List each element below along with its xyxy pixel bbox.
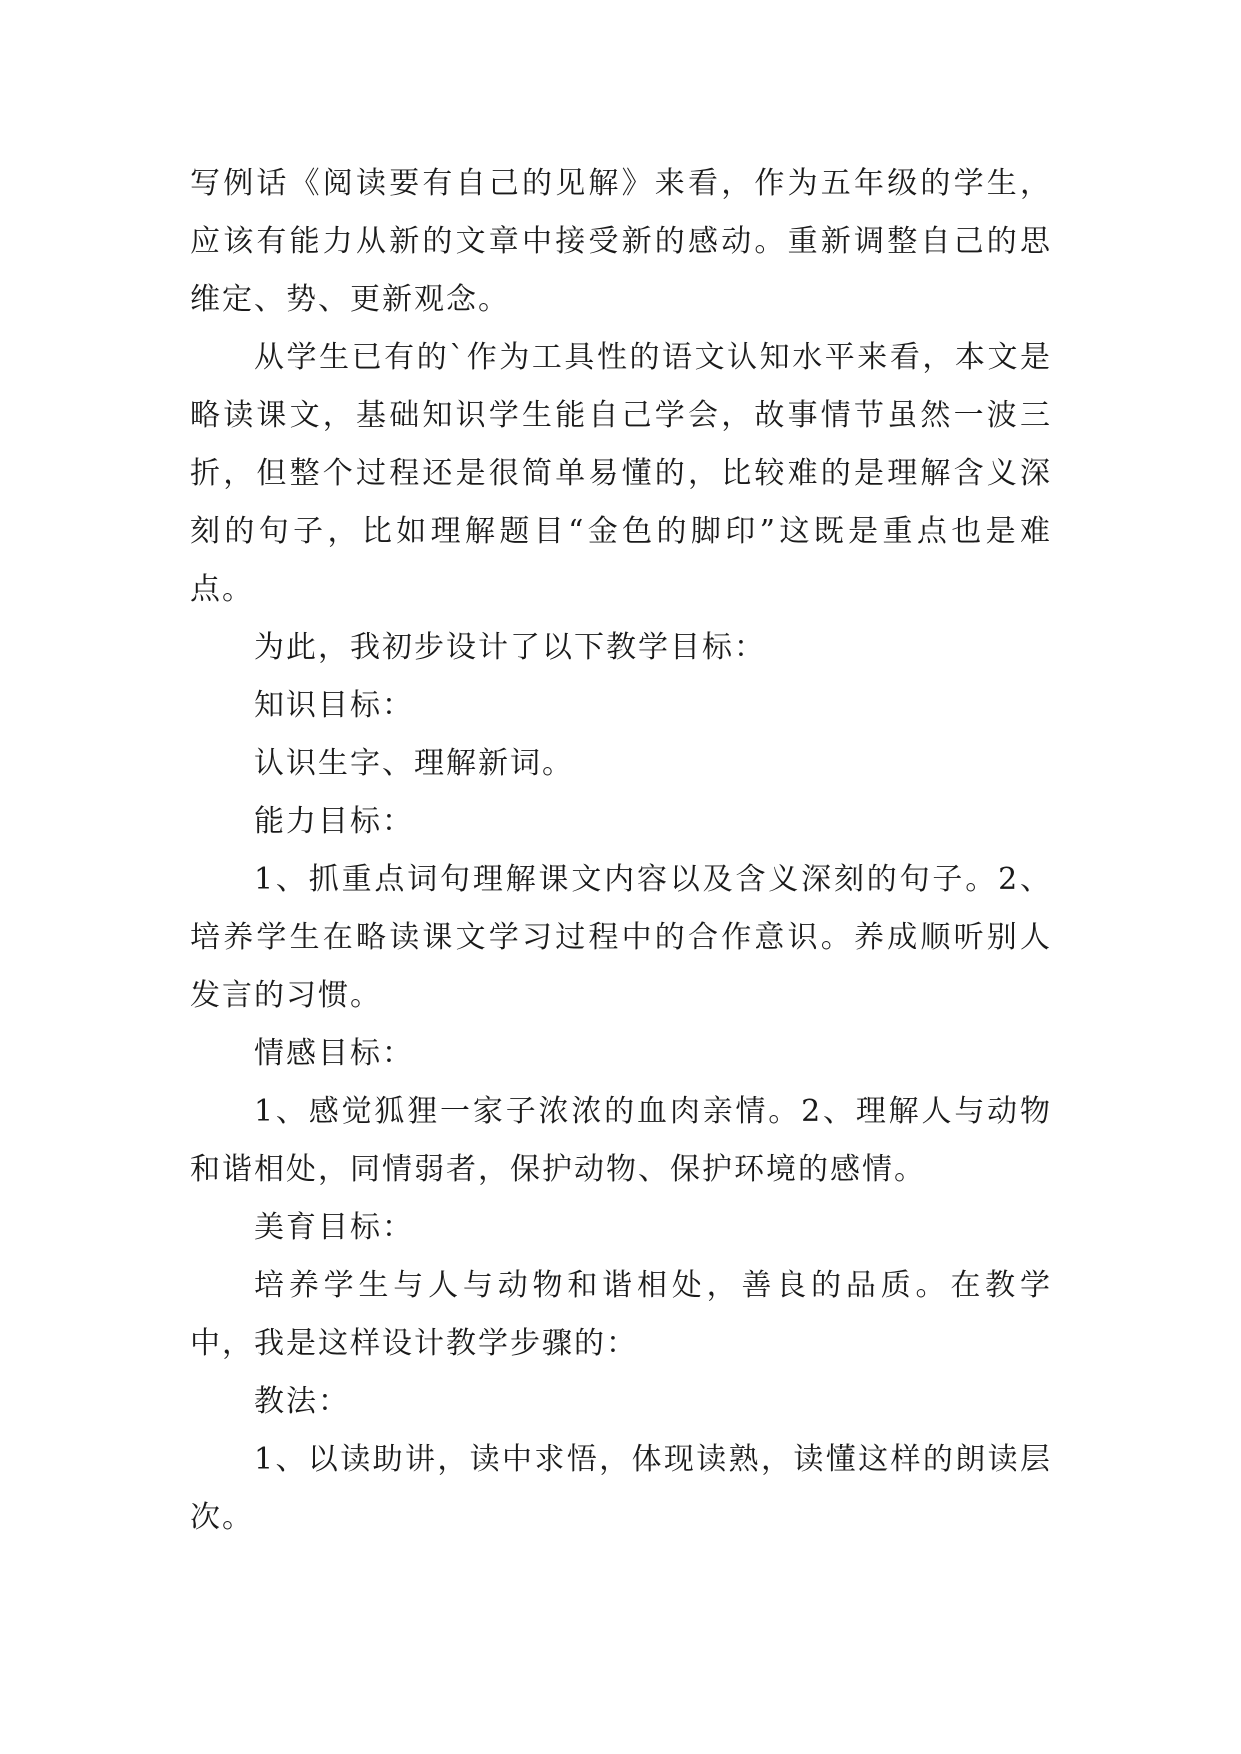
section-heading-method: 教法： xyxy=(254,1384,350,1419)
paragraph: 为此，我初步设计了以下教学目标： xyxy=(254,630,766,665)
paragraph: 写例话《阅读要有自己的见解》来看，作为五年级的学生，应该有能力从新的文章中接受新的感动。重新调整自己的思维定、势、更新观念。 xyxy=(190,166,1052,317)
paragraph: 培养学生与人与动物和谐相处，善良的品质。在教学中，我是这样设计教学步骤的： xyxy=(190,1268,1052,1361)
section-heading-knowledge: 知识目标： xyxy=(254,688,414,723)
section-heading-ability: 能力目标： xyxy=(254,804,414,839)
section-heading-aesthetic: 美育目标： xyxy=(254,1210,414,1245)
paragraph: 1、抓重点词句理解课文内容以及含义深刻的句子。2、培养学生在略读课文学习过程中的合作意识。养成顺听别人发言的习惯。 xyxy=(190,862,1052,1013)
paragraph: 1、感觉狐狸一家子浓浓的血肉亲情。2、理解人与动物和谐相处，同情弱者，保护动物、保护环境的感情。 xyxy=(190,1094,1052,1187)
paragraph: 认识生字、理解新词。 xyxy=(254,746,574,781)
paragraph: 从学生已有的`作为工具性的语文认知水平来看，本文是略读课文，基础知识学生能自己学会，故事情节虽然一波三折，但整个过程还是很简单易懂的，比较难的是理解含义深刻的句子，比如理解题目“金色的脚印”这既是重点也是难点。 xyxy=(190,340,1052,607)
paragraph: 1、以读助讲，读中求悟，体现读熟，读懂这样的朗读层次。 xyxy=(190,1442,1052,1535)
section-heading-emotion: 情感目标： xyxy=(254,1036,414,1071)
document-body xyxy=(190,155,1052,1547)
